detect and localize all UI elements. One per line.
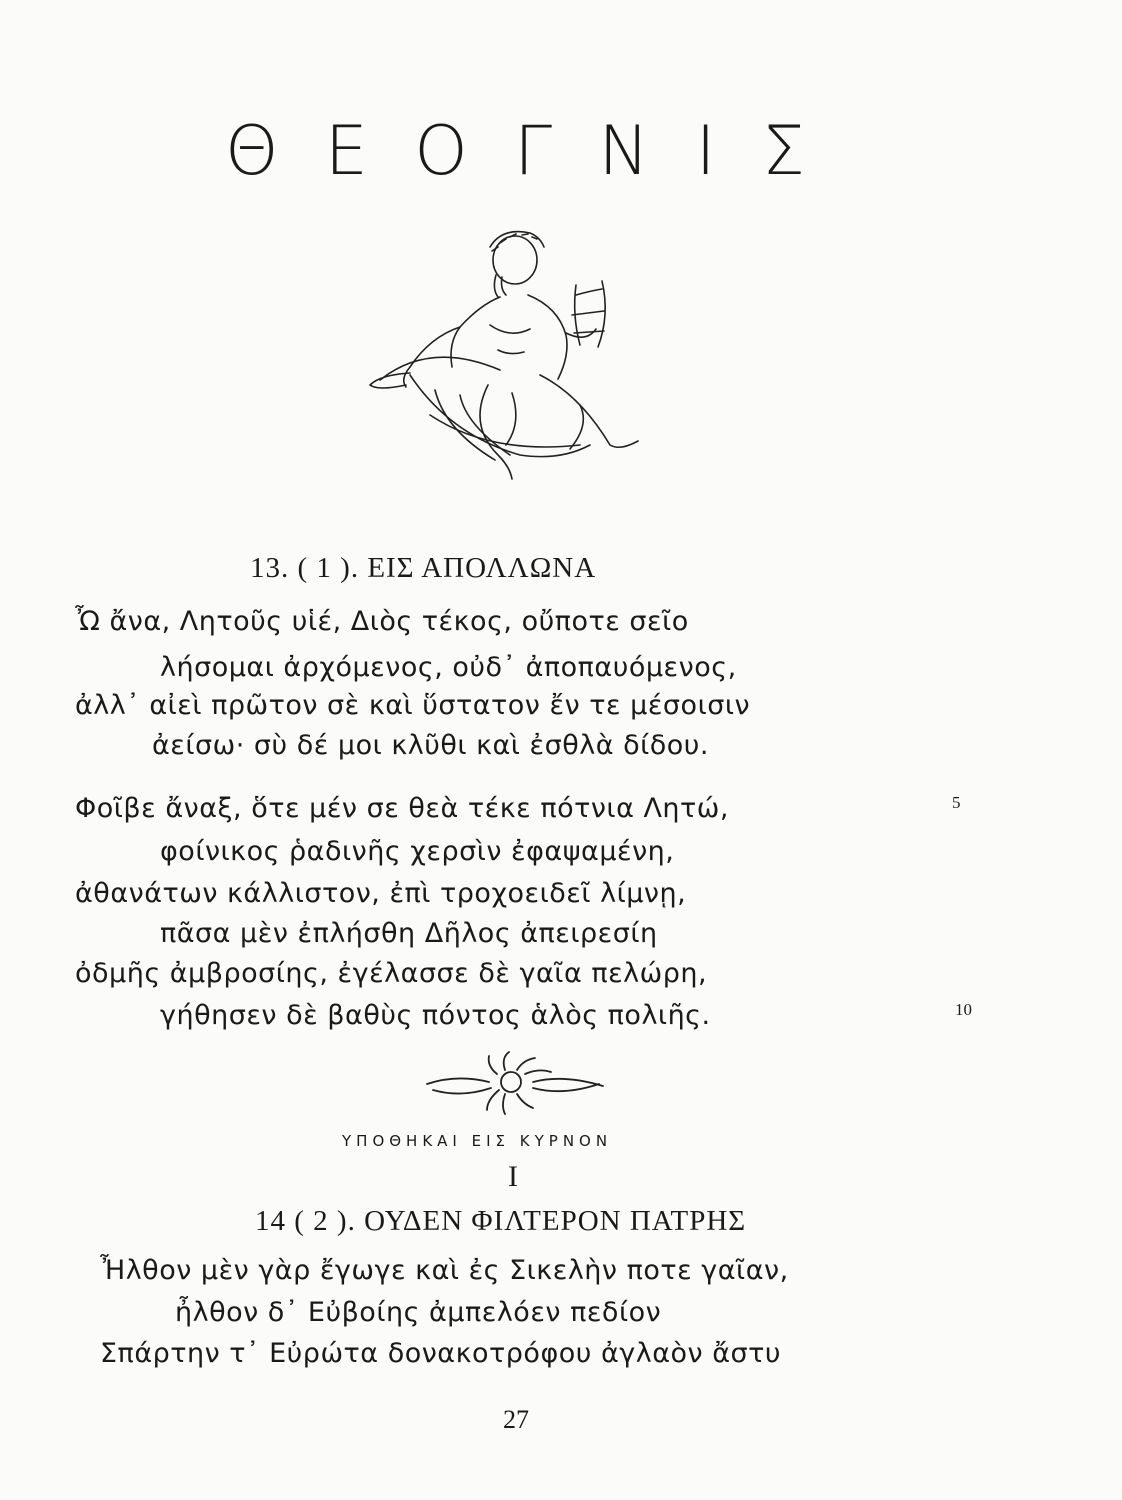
verse-line: λήσομαι ἀρχόμενος, οὐδ᾽ ἀποπαυόμενος, — [160, 652, 737, 683]
title-letter: Θ — [225, 112, 279, 191]
apollo-illustration — [340, 215, 700, 490]
verse-line: ὀδμῆς ἀμβροσίης, ἐγέλασσε δὲ γαῖα πελώρη, — [75, 958, 708, 989]
title-letter: Σ — [762, 112, 805, 191]
verse-line: ἦλθον δ᾽ Εὐβοίης ἀμπελόεν πεδίον — [175, 1297, 662, 1328]
poem1-heading: 13. ( 1 ). ΕΙΣ ΑΠΟΛΛΩΝΑ — [250, 552, 597, 584]
section-subheading: ΥΠΟΘΗΚΑΙ ΕΙΣ ΚΥΡΝΟΝ — [342, 1132, 613, 1150]
verse-line: ἀθανάτων κάλλιστον, ἐπὶ τροχοειδεῖ λίμνῃ, — [75, 878, 687, 909]
sun-ornament — [425, 1050, 610, 1120]
title-letter: Ι — [695, 112, 716, 191]
verse-line: ἀλλ᾽ αἰεὶ πρῶτον σὲ καὶ ὕστατον ἔν τε μέσοισιν — [75, 690, 751, 721]
line-number: 5 — [952, 793, 961, 812]
section-numeral: I — [508, 1160, 518, 1193]
title-letter: Ν — [598, 112, 650, 191]
title-letter: Ε — [324, 112, 368, 191]
title-letter: Ο — [414, 112, 468, 191]
title-letter: Γ — [514, 112, 552, 191]
verse-line: γήθησεν δὲ βαθὺς πόντος ἁλὸς πολιῆς. — [160, 1000, 711, 1031]
verse-line: πᾶσα μὲν ἐπλήσθη Δῆλος ἀπειρεσίη — [160, 918, 658, 949]
verse-line: Σπάρτην τ᾽ Εὐρώτα δονακοτρόφου ἀγλαὸν ἄστυ — [100, 1338, 782, 1369]
poem2-heading: 14 ( 2 ). ΟΥΔΕΝ ΦΙΛΤΕΡΟΝ ΠΑΤΡΗΣ — [255, 1205, 747, 1237]
verse-line: Ὦ ἄνα, Λητοῦς υἱέ, Διὸς τέκος, οὔποτε σεῖο — [75, 606, 689, 637]
verse-line: ἀείσω· σὺ δέ μοι κλῦθι καὶ ἐσθλὰ δίδου. — [152, 730, 710, 761]
verse-line: Ἦλθον μὲν γὰρ ἔγωγε καὶ ἐς Σικελὴν ποτε γαῖαν, — [100, 1255, 789, 1286]
verse-line: φοίνικος ῥαδινῆς χερσὶν ἐφαψαμένη, — [160, 836, 675, 867]
line-number: 10 — [955, 1000, 972, 1019]
page-title — [225, 112, 805, 191]
page-number: 27 — [503, 1405, 529, 1434]
verse-line: Φοῖβε ἄναξ, ὅτε μέν σε θεὰ τέκε πότνια Λητώ, — [75, 793, 729, 824]
